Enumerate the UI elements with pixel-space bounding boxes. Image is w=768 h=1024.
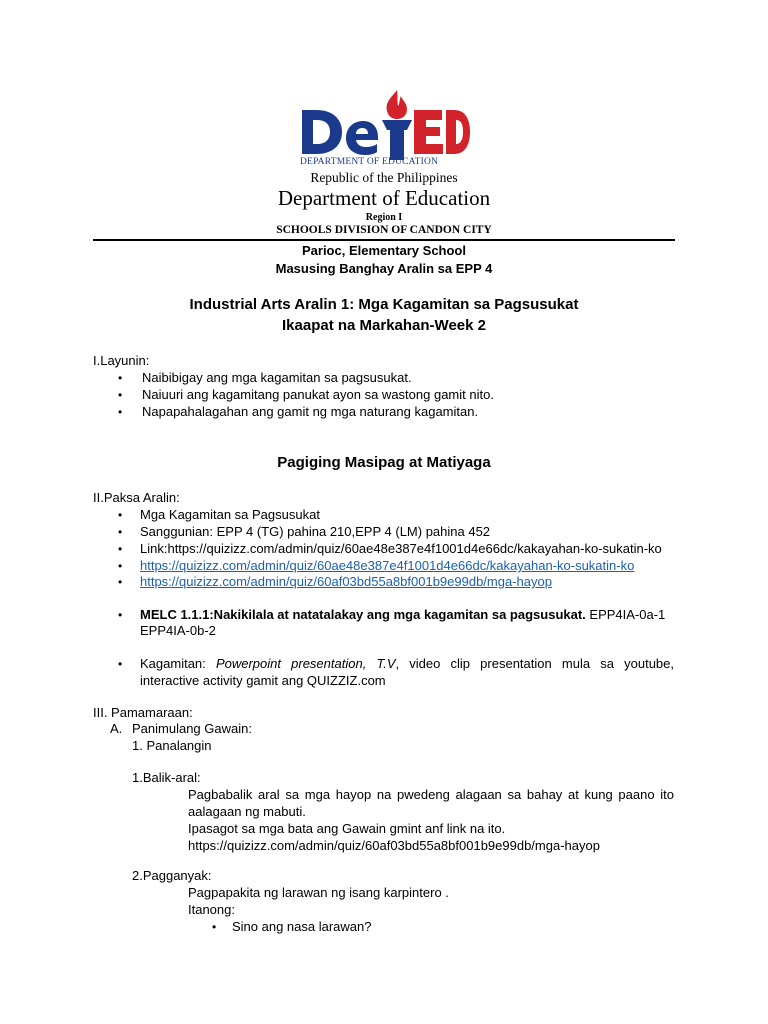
bullet-icon: • [118, 575, 123, 589]
quarter-title: Ikaapat na Markahan-Week 2 [282, 317, 486, 334]
kagamitan-label: Kagamitan: [140, 656, 216, 671]
bullet-icon: • [118, 388, 123, 402]
melc-line [140, 607, 665, 623]
republic-line: Republic of the Philippines [310, 170, 458, 185]
melc-text: MELC 1.1.1:Nakikilala at natatalakay ang mga kagamitan sa pagsusukat. [140, 607, 586, 622]
header-divider [93, 239, 675, 241]
quizizz-link-hayop[interactable]: https://quizizz.com/admin/quiz/60af03bd55a8bf001b9e99db/mga-hayop [140, 574, 552, 589]
kagamitan-rest: , video clip presentation mula sa youtube, [395, 656, 675, 671]
pagganyak-label: 2.Pagganyak: [132, 868, 212, 883]
paksa-heading: II.Paksa Aralin: [93, 490, 180, 505]
logo-subtitle: DEPARTMENT OF EDUCATION [300, 157, 439, 167]
paksa-item: Sanggunian: EPP 4 (TG) pahina 210,EPP 4 (LM) pahina 452 [140, 524, 491, 539]
bullet-icon: • [118, 525, 123, 539]
step-panalangin: 1. Panalangin [132, 738, 212, 753]
lesson-title: Industrial Arts Aralin 1: Mga Kagamitan sa Pagsusukat [189, 296, 579, 313]
bullet-icon: • [118, 657, 123, 671]
bullet-icon: • [118, 559, 123, 573]
bullet-icon: • [118, 371, 123, 385]
layunin-item: Napapahalagahan ang gamit ng mga naturang kagamitan. [142, 404, 479, 419]
pagganyak-line-1: Pagpapakita ng larawan ng isang karpintero . [188, 885, 449, 900]
balik-line-1: Pagbabalik aral sa mga hayop na pwedeng alagaan sa bahay at kung paano ito [188, 787, 674, 802]
balik-aral-paragraph [188, 786, 674, 854]
sub-a-letter: A. [110, 721, 123, 736]
paksa-item: Link:https://quizizz.com/admin/quiz/60ae48e387e4f1001d4e66dc/kakayahan-ko-sukatin-ko [140, 541, 662, 556]
plan-title: Masusing Banghay Aralin sa EPP 4 [275, 261, 493, 276]
sub-a-heading: Panimulang Gawain: [132, 721, 252, 736]
melc-code-2: EPP4IA-0b-2 [140, 623, 216, 638]
region-line: Region I [365, 212, 403, 223]
bullet-icon: • [212, 920, 217, 934]
balik-line-2: aalagaan ng mabuti. [188, 804, 306, 819]
balik-line-3: Ipasagot sa mga bata ang Gawain gmint anf link na ito. [188, 821, 506, 836]
layunin-item: Naiuuri ang kagamitang panukat ayon sa wastong gamit nito. [142, 387, 494, 402]
school-name: Parioc, Elementary School [301, 243, 466, 258]
bullet-icon: • [118, 542, 123, 556]
pagganyak-question: Sino ang nasa larawan? [232, 919, 372, 934]
bullet-icon: • [118, 508, 123, 522]
layunin-item: Naibibigay ang mga kagamitan sa pagsusukat. [142, 370, 412, 385]
kagamitan-paragraph [140, 655, 674, 689]
value-focus-title: Pagiging Masipag at Matiyaga [277, 454, 491, 471]
bullet-icon: • [118, 608, 123, 622]
paksa-item: Mga Kagamitan sa Pagsusukat [140, 507, 320, 522]
pagganyak-line-2: Itanong: [188, 902, 235, 917]
layunin-heading: I.Layunin: [93, 353, 150, 368]
kagamitan-line-2: interactive activity gamit ang QUIZZIZ.com [140, 673, 386, 688]
melc-code: EPP4IA-0a-1 [585, 607, 666, 622]
balik-line-4: https://quizizz.com/admin/quiz/60af03bd55a8bf001b9e99db/mga-hayop [188, 838, 600, 853]
department-title: Department of Education [277, 186, 491, 210]
kagamitan-italic: Powerpoint presentation, T.V [215, 656, 396, 671]
kagamitan-line-1 [140, 655, 674, 672]
division-line: SCHOOLS DIVISION OF CANDON CITY [276, 224, 492, 236]
bullet-icon: • [118, 405, 123, 419]
pamamaraan-heading: III. Pamamaraan: [93, 705, 193, 720]
quizizz-link-sukatin[interactable]: https://quizizz.com/admin/quiz/60ae48e387e4f1001d4e66dc/kakayahan-ko-sukatin-ko [140, 558, 635, 573]
balik-aral-label: 1.Balik-aral: [132, 770, 201, 785]
